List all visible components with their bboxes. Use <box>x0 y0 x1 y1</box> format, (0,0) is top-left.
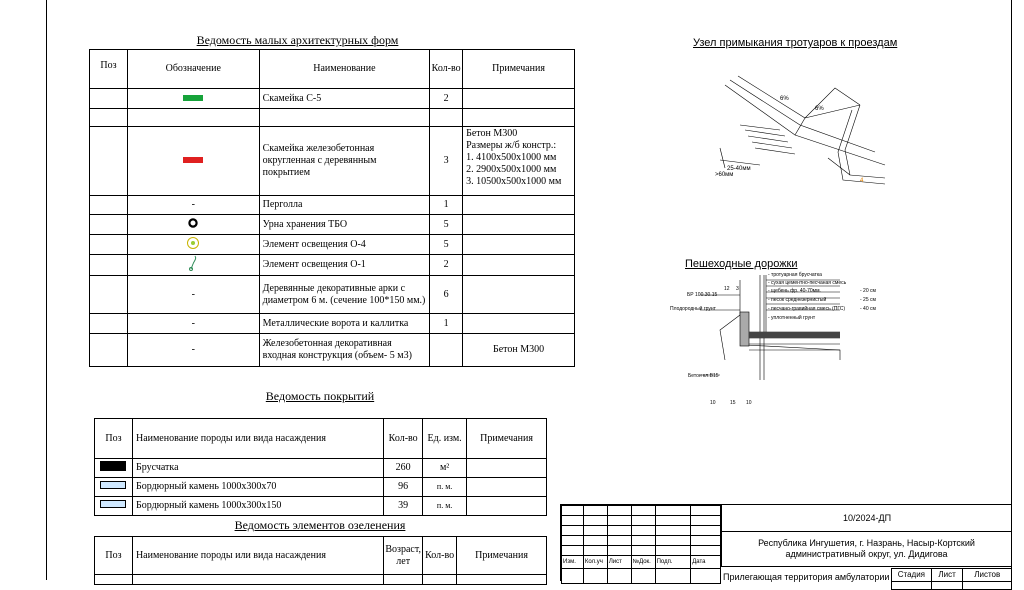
maf-header-designation: Обозначение <box>127 50 259 89</box>
marker-label: 4 <box>860 178 864 184</box>
note-line: 1. 4100х500х1000 мм <box>466 152 557 163</box>
maf-row-name: Скамейка железобетонная округленная с деревянным покрытием <box>259 127 430 196</box>
bottom-dim-label: 15 <box>730 400 736 406</box>
maf-row-pos: - <box>127 334 259 367</box>
maf-row-name: Урна хранения ТБО <box>259 215 430 235</box>
cover-row-unit: м² <box>423 459 467 478</box>
table-row <box>90 196 575 215</box>
layer-label: - уплотненный грунт <box>768 315 816 321</box>
table-row <box>90 276 575 314</box>
col-kol-uch: Кол.уч <box>583 556 607 569</box>
table-row <box>90 127 575 196</box>
table-row <box>90 334 575 367</box>
cover-row-qty: 260 <box>384 459 423 478</box>
col-izm: Изм. <box>562 556 584 569</box>
slope-label: 6% <box>780 96 789 102</box>
col-stage: Стадия <box>892 569 932 582</box>
table-row <box>90 89 575 109</box>
col-sheet: Лист <box>931 569 963 582</box>
maf-row-notes <box>463 127 575 196</box>
layer-label: - песок среднезернистый <box>768 297 827 303</box>
green-header-qty: Кол-во <box>423 537 457 575</box>
project-address: Республика Ингушетия, г. Назрань, Насыр-Кортский административный округ, ул. Дидигова <box>721 532 1011 567</box>
maf-header-name: Наименование <box>259 50 430 89</box>
table-row <box>90 255 575 276</box>
col-date: Дата <box>691 556 721 569</box>
maf-row-name: Перголла <box>259 196 430 215</box>
maf-row-name: Скамейка С-5 <box>259 89 430 109</box>
path-title: Пешеходные дорожки <box>685 258 798 270</box>
maf-row-name: Металлические ворота и каллитка <box>259 314 430 334</box>
maf-row-notes: Бетон М300 <box>463 334 575 367</box>
green-title: Ведомость элементов озеленения <box>234 518 406 532</box>
frame-left-border <box>46 0 47 580</box>
table-row <box>90 314 575 334</box>
frame-right-border <box>1011 0 1012 580</box>
cover-row-unit: п. м. <box>423 497 467 516</box>
note-line: 3. 10500х500х1000 мм <box>466 176 562 187</box>
urn-icon <box>187 217 199 229</box>
bottom-dim-label: 10 <box>746 400 752 406</box>
maf-row-qty: 6 <box>430 276 463 314</box>
cover-header-qty: Кол-во <box>384 419 423 459</box>
table-row <box>95 459 547 478</box>
maf-row-qty: 2 <box>430 89 463 109</box>
cover-header-row <box>95 419 547 459</box>
junction-drawing <box>700 70 900 200</box>
table-row <box>90 215 575 235</box>
dim-label: 25-40мм <box>727 166 751 172</box>
table-row <box>95 575 547 585</box>
green-header-row <box>95 537 547 575</box>
maf-row-name: Железобетонная декоративная входная конструкция (объем- 5 м3) <box>259 334 430 367</box>
slope-label: 6% <box>815 106 824 112</box>
table-row <box>95 497 547 516</box>
note-line: Бетон М300 <box>466 128 518 139</box>
cover-title: Ведомость покрытий <box>265 389 375 403</box>
maf-row-name: Элемент освещения О-4 <box>259 235 430 255</box>
col-podp: Подп. <box>655 556 691 569</box>
table-row <box>90 109 575 127</box>
lamp-o1-icon <box>186 255 200 271</box>
maf-header-pos: Поз <box>90 50 128 89</box>
layer-label: - песчано-гравийная смесь (ПГС) <box>768 306 846 312</box>
maf-header-qty: Кол-во <box>430 50 463 89</box>
maf-row-qty: 1 <box>430 314 463 334</box>
maf-row-qty: 2 <box>430 255 463 276</box>
col-list: Лист <box>607 556 631 569</box>
green-bench-icon <box>183 95 203 101</box>
green-header-name: Наименование породы или вида насаждения <box>132 537 383 575</box>
maf-row-qty: 5 <box>430 215 463 235</box>
document-code: 10/2024-ДП <box>721 505 1012 532</box>
maf-title: Ведомость малых архитектурных форм <box>196 33 399 47</box>
thickness-label: - 20 см <box>860 288 876 294</box>
green-header-pos: Поз <box>95 537 133 575</box>
soil-label: Плодородный грунт <box>670 306 716 312</box>
note-line: Размеры ж/б констр.: <box>466 140 557 151</box>
col-doc: №Док. <box>631 556 655 569</box>
cover-header-pos: Поз <box>95 419 133 459</box>
thickness-label: - 25 см <box>860 297 876 303</box>
maf-row-pos: - <box>127 196 259 215</box>
cover-header-name: Наименование породы или вида насаждения <box>132 419 383 459</box>
maf-table <box>89 49 575 367</box>
revision-table <box>561 505 721 584</box>
object-name: Прилегающая территория амбулатории <box>723 572 890 582</box>
path-section-drawing <box>670 270 880 410</box>
concrete-label: Бетон кл.В15 <box>688 373 719 379</box>
cover-row-qty: 39 <box>384 497 423 516</box>
curb-swatch <box>100 500 126 508</box>
top-dim-label: 12 <box>724 286 730 292</box>
table-row <box>95 478 547 497</box>
green-table <box>94 536 547 585</box>
dim-label: >60мм <box>715 172 734 178</box>
maf-row-name: Деревянные декоративные арки с диаметром 6 м. (сечение 100*150 мм.) <box>259 276 430 314</box>
lamp-o4-icon <box>186 236 200 250</box>
layer-label: - сухая цементно-песчаная смесь <box>768 280 847 286</box>
maf-row-qty: 5 <box>430 235 463 255</box>
maf-row-qty: 1 <box>430 196 463 215</box>
cover-row-name: Бордюрный камень 1000х300х150 <box>132 497 383 516</box>
cover-row-name: Брусчатка <box>132 459 383 478</box>
maf-header-row <box>90 50 575 89</box>
cover-header-notes: Примечания <box>467 419 547 459</box>
cover-row-unit: п. м. <box>423 478 467 497</box>
cover-row-qty: 96 <box>384 478 423 497</box>
curb-label: БР 100.30.15 <box>687 292 718 298</box>
maf-row-name: Элемент освещения О-1 <box>259 255 430 276</box>
red-bench-icon <box>183 157 203 163</box>
thickness-label: - 40 см <box>860 306 876 312</box>
maf-row-pos: - <box>127 276 259 314</box>
green-header-age: Возраст, лет <box>384 537 423 575</box>
table-row <box>90 235 575 255</box>
note-line: 2. 2900х500х1000 мм <box>466 164 557 175</box>
cover-table <box>94 418 547 516</box>
bottom-dim-label: 10 <box>710 400 716 406</box>
col-sheets: Листов <box>963 569 1012 582</box>
cover-row-name: Бордюрный камень 1000х300х70 <box>132 478 383 497</box>
layer-label: - щебень фр. 40-70мм. <box>768 288 821 294</box>
cover-header-unit: Ед. изм. <box>423 419 467 459</box>
maf-header-notes: Примечания <box>463 50 575 89</box>
layer-label: - тротуарная брусчатка <box>768 272 822 278</box>
maf-row-pos: - <box>127 314 259 334</box>
curb-swatch <box>100 481 126 489</box>
black-paving-swatch <box>100 461 126 471</box>
top-dim-label: 3 <box>736 286 739 292</box>
green-header-notes: Примечания <box>457 537 547 575</box>
maf-row-qty: 3 <box>430 127 463 196</box>
stage-table <box>891 568 1012 590</box>
title-block <box>560 504 1012 581</box>
junction-title: Узел примыкания тротуаров к проездам <box>693 37 898 49</box>
